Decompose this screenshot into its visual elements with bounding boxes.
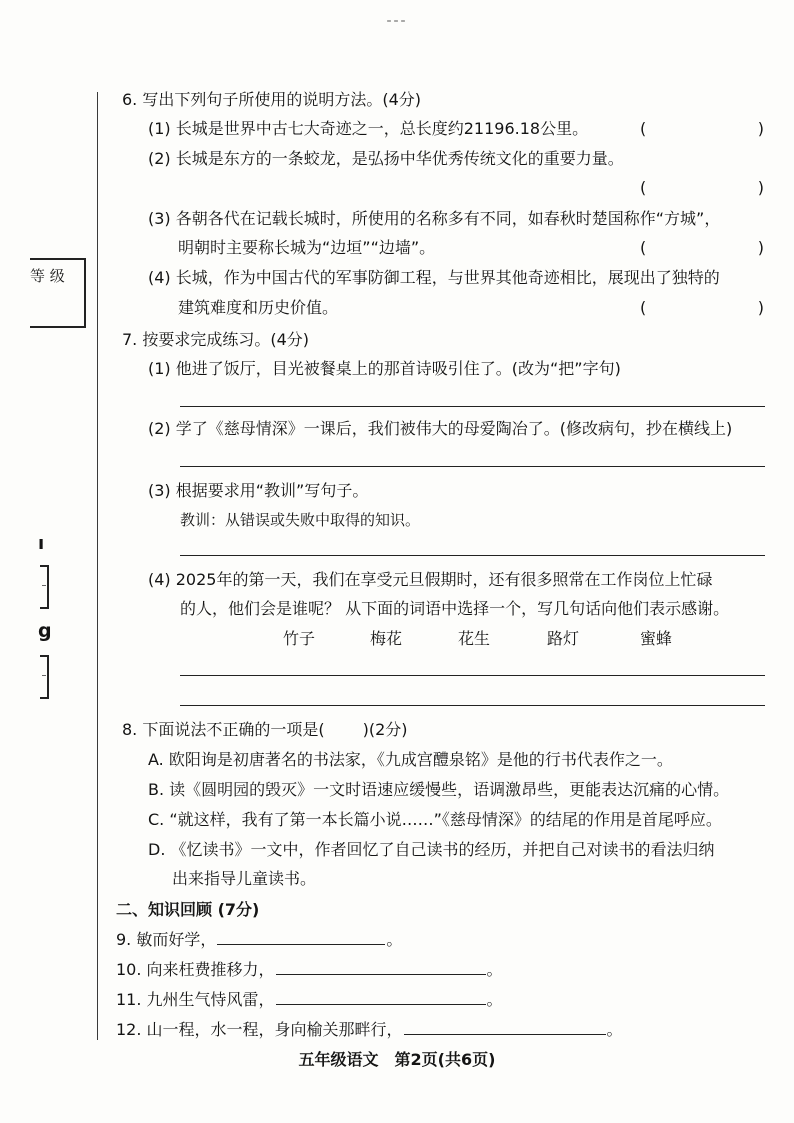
answer-line[interactable] [180, 555, 765, 556]
margin-letter-g: g [38, 620, 52, 642]
margin-bracket [40, 655, 49, 699]
q7-item-4-line1: (4) 2025年的第一天，我们在享受元旦假期时，还有很多照常在工作岗位上忙碌 [148, 570, 713, 589]
fill-blank[interactable] [217, 944, 385, 945]
q7-item-2: (2) 学了《慈母情深》一课后，我们被伟大的母爱陶冶了。(修改病句，抄在横线上) [148, 419, 733, 438]
margin-bracket [40, 565, 49, 609]
section-2-title: 二、知识回顾 (7分) [116, 900, 260, 919]
fill-blank[interactable] [276, 1004, 486, 1005]
answer-paren[interactable]: ( ) [640, 119, 764, 138]
q10: 10. 向来枉费推移力， 。 [116, 960, 503, 979]
fill-blank[interactable] [404, 1034, 606, 1035]
answer-paren[interactable]: ( ) [640, 178, 764, 197]
q8-option-d-line2: 出来指导儿童读书。 [172, 869, 317, 888]
q8-option-c: C. “就这样，我有了第一本长篇小说……”《慈母情深》的结尾的作用是首尾呼应。 [148, 810, 722, 829]
word-option: 花生 [458, 629, 491, 648]
q6-item-3-line1: (3) 各朝各代在记载长城时，所使用的名称多有不同，如春秋时楚国称作“方城”， [148, 209, 721, 228]
fill-blank[interactable] [276, 974, 486, 975]
q6-item-4-line1: (4) 长城，作为中国古代的军事防御工程，与世界其他奇迹相比，展现出了独特的 [148, 268, 720, 287]
q7-item-3-example: 教训：从错误或失败中取得的知识。 [180, 511, 421, 529]
q12: 12. 山一程，水一程，身向榆关那畔行， 。 [116, 1020, 623, 1039]
q6-title: 6. 写出下列句子所使用的说明方法。(4分) [122, 90, 422, 109]
answer-line[interactable] [180, 466, 765, 467]
answer-paren[interactable]: ( ) [640, 238, 764, 257]
page-footer: 五年级语文 第2页(共6页) [298, 1050, 496, 1069]
q7-item-4-line2: 的人，他们会是谁呢？ 从下面的词语中选择一个，写几句话向他们表示感谢。 [180, 599, 730, 618]
grade-label: 等 级 [30, 267, 65, 285]
q7-title: 7. 按要求完成练习。(4分) [122, 330, 310, 349]
margin-tick [42, 585, 46, 586]
top-print-mark: === [386, 18, 408, 25]
q7-item-3: (3) 根据要求用“教训”写句子。 [148, 481, 369, 500]
word-option: 竹子 [283, 629, 316, 648]
answer-line[interactable] [180, 705, 765, 706]
word-option: 路灯 [547, 629, 580, 648]
answer-line[interactable] [180, 675, 765, 676]
q8-title: 8. 下面说法不正确的一项是( )(2分) [122, 720, 408, 739]
binding-line [97, 92, 98, 1040]
answer-paren[interactable]: ( ) [640, 298, 764, 317]
q7-item-1: (1) 他进了饭厅，目光被餐桌上的那首诗吸引住了。(改为“把”字句) [148, 359, 621, 378]
q9: 9. 敏而好学， 。 [116, 930, 403, 949]
word-option: 蜜蜂 [640, 629, 673, 648]
answer-line[interactable] [180, 406, 765, 407]
q8-option-a: A. 欧阳询是初唐著名的书法家，《九成宫醴泉铭》是他的行书代表作之一。 [148, 750, 673, 769]
margin-letter-i: ı [38, 533, 45, 554]
margin-tick [42, 675, 46, 676]
word-option: 梅花 [370, 629, 403, 648]
q8-option-d-line1: D. 《忆读书》一文中，作者回忆了自己读书的经历，并把自己对读书的看法归纳 [148, 840, 715, 859]
q6-item-3-line2: 明朝时主要称长城为“边垣”“边墙”。 [178, 238, 436, 257]
q6-item-1: (1) 长城是世界中古七大奇迹之一，总长度约21196.18公里。 [148, 119, 589, 138]
q11: 11. 九州生气恃风雷， 。 [116, 990, 503, 1009]
q6-item-4-line2: 建筑难度和历史价值。 [178, 298, 339, 317]
q8-option-b: B. 读《圆明园的毁灭》一文时语速应缓慢些，语调激昂些，更能表达沉痛的心情。 [148, 780, 730, 799]
q6-item-2: (2) 长城是东方的一条蛟龙，是弘扬中华优秀传统文化的重要力量。 [148, 149, 624, 168]
